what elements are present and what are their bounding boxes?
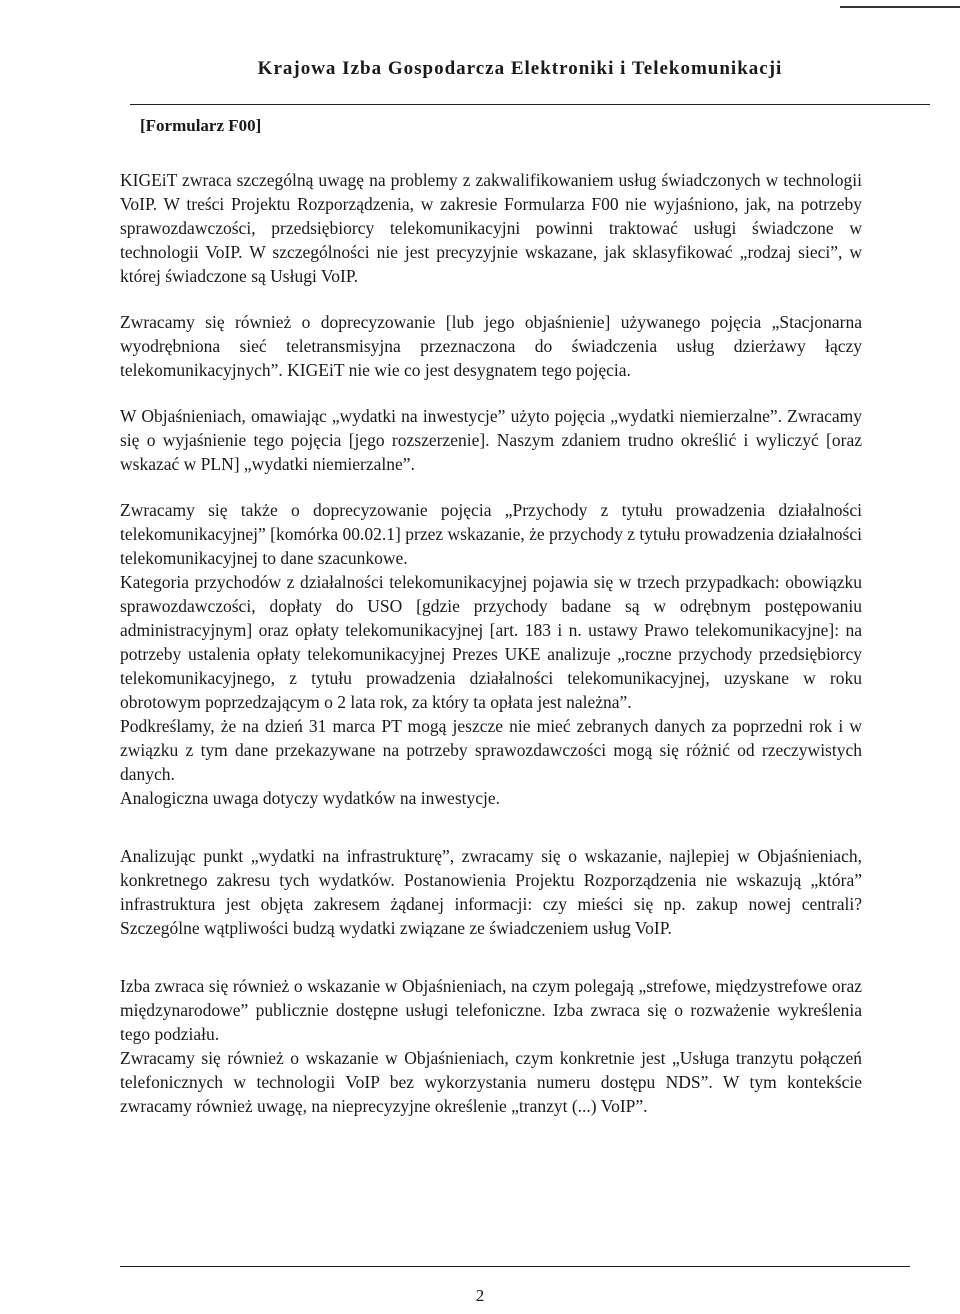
paragraph-transit-service: Zwracamy się również o wskazanie w Objaśnieniach, czym konkretnie jest „Usługa tranzytu połączeń telefonicznych w technologii VoIP bez wykorzystania numeru dostępu NDS”. W tym kontekście zwracamy również uwagę, na nieprecyzyjne określenie „tranzyt (...) VoIP”. xyxy=(120,1048,862,1116)
paragraph-data-timing: Podkreślamy, że na dzień 31 marca PT mogą jeszcze nie mieć zebranych danych za poprzedni rok i w związku z tym dane przekazywane na potrzeby sprawozdawczości mogą się różnić od rzeczywistych danych. xyxy=(120,716,862,784)
letterhead-org-name: Krajowa Izba Gospodarcza Elektroniki i Telekomunikacji xyxy=(257,58,783,79)
page-number: 2 xyxy=(475,1286,485,1305)
header-divider xyxy=(130,104,930,105)
document-body xyxy=(120,168,862,1118)
form-section-label: [Formularz F00] xyxy=(140,116,262,135)
footer-divider xyxy=(120,1266,910,1267)
paragraph-revenue-category: Kategoria przychodów z działalności telekomunikacyjnej pojawia się w trzech przypadkach: obowiązku sprawozdawczości, dopłaty do USO [gdzie przychody badane są w odrębnym postępowaniu administracyjnym] oraz opłaty telekomunikacyjnej [art. 183 i n. ustawy Prawo telekomunikacyjne]: na potrzeby ustalenia opłaty telekomunikacyjnej Prezes UKE analizuje „roczne przychody przedsiębiorcy telekomunikacyjnego, z tytułu prowadzenia działalności telekomunikacyjnej, uzyskane w roku obrotowym poprzedzającym o 2 lata rok, za który ta opłata jest należna”. xyxy=(120,572,862,712)
paragraph-investment-note: Analogiczna uwaga dotyczy wydatków na inwestycje. xyxy=(120,788,501,808)
paragraph-call-zones: Izba zwraca się również o wskazanie w Objaśnieniach, na czym polegają „strefowe, międzystrefowe oraz międzynarodowe” publicznie dostępne usługi telefoniczne. Izba zwraca się o rozważenie wykreślenia tego podziału. xyxy=(120,976,862,1044)
paragraph-infrastructure: Analizując punkt „wydatki na infrastrukturę”, zwracamy się o wskazanie, najlepiej w Objaśnieniach, konkretnego zakresu tych wydatków. Postanowienia Projektu Rozporządzenia nie wskazują „która” infrastruktura jest objęta zakresem żądanej informacji: czy mieści się np. zakup nowej centrali? Szczególne wątpliwości budzą wydatki związane ze świadczeniem usług VoIP. xyxy=(120,846,862,938)
paragraph-unmeasurable-expenses: W Objaśnieniach, omawiając „wydatki na inwestycje” użyto pojęcia „wydatki niemierzalne”. Zwracamy się o wyjaśnienie tego pojęcia [jego rozszerzenie]. Naszym zdaniem trudno określić i wyliczyć [oraz wskazać w PLN] „wydatki niemierzalne”. xyxy=(120,406,862,474)
paragraph-voip-classification: KIGEiT zwraca szczególną uwagę na problemy z zakwalifikowaniem usług świadczonych w technologii VoIP. W treści Projektu Rozporządzenia, w zakresie Formularza F00 nie wyjaśniono, jak, na potrzeby sprawozdawczości, przedsiębiorcy telekomunikacyjni powinni traktować usługi świadczone w technologii VoIP. W szczególności nie jest precyzyjnie wskazane, jak sklasyfikować „rodzaj sieci”, w której świadczone są Usługi VoIP. xyxy=(120,170,862,286)
scan-edge-mark xyxy=(840,6,960,8)
paragraph-leased-lines: Zwracamy się również o doprecyzowanie [lub jego objaśnienie] używanego pojęcia „Stacjonarna wyodrębniona sieć teletransmisyjna przeznaczona do świadczenia usług dzierżawy łączy telekomunikacyjnych”. KIGEiT nie wie co jest desygnatem tego pojęcia. xyxy=(120,312,862,380)
paragraph-revenue-definition: Zwracamy się także o doprecyzowanie pojęcia „Przychody z tytułu prowadzenia działalności telekomunikacyjnej” [komórka 00.02.1] przez wskazanie, że przychody z tytułu prowadzenia działalności telekomunikacyjnej to dane szacunkowe. xyxy=(120,500,862,568)
